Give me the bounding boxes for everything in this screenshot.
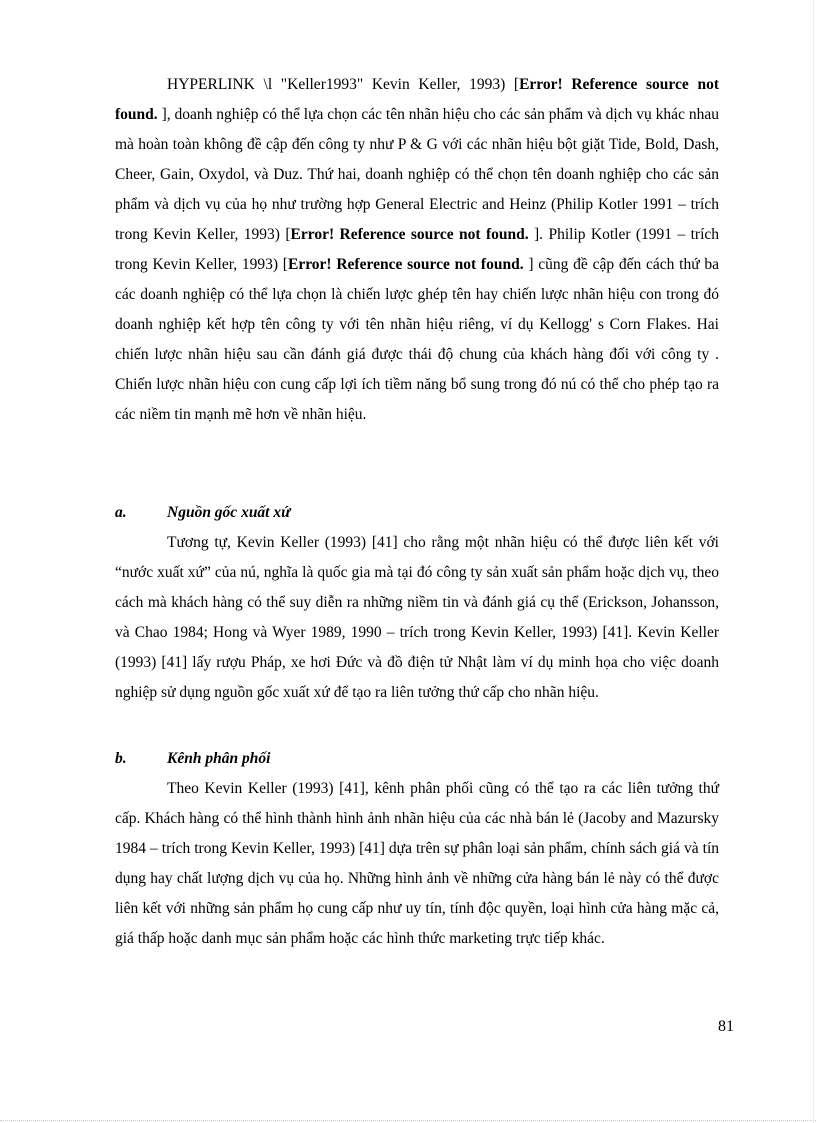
paragraph-1 — [115, 70, 719, 430]
reference-error-2: Error! Reference source not found. — [290, 226, 529, 243]
section-a-heading — [115, 498, 719, 528]
section-a-title: Nguồn gốc xuất xứ — [167, 504, 291, 521]
reference-error-3: Error! Reference source not found. — [287, 256, 524, 273]
page-number: 81 — [718, 1018, 734, 1035]
section-a-paragraph: Tương tự, Kevin Keller (1993) [41] cho rằng một nhãn hiệu có thể được liên kết với “nước xuất xứ” của nú, nghĩa là quốc gia mà tại đó công ty sản xuất sản phẩm hoặc dịch vụ, theo cách mà khách hàng có thể suy diễn ra những niềm tin và đánh giá cụ thể (Erickson, Johansson, và Chao 1984; Hong và Wyer 1989, 1990 – trích trong Kevin Keller, 1993) [41]. Kevin Keller (1993) [41] lấy rượu Pháp, xe hơi Đức và đồ điện tử Nhật làm ví dụ minh họa cho việc doanh nghiệp sử dụng nguồn gốc xuất xứ để tạo ra liên tưởng thứ cấp cho nhãn hiệu. — [115, 534, 719, 701]
page-bottom-border — [0, 1120, 816, 1121]
section-a-letter: a. — [115, 504, 127, 521]
paragraph-1-text-3: ]. Philip Kotler (1991 – trích trong Kevin Keller, 1993) [ — [115, 226, 719, 273]
paragraph-1-text-4: ] cũng đề cập đến cách thứ ba các doanh nghiệp có thể lựa chọn là chiến lược ghép tên hay chiến lược nhãn hiệu con trong đó doanh nghiệp kết hợp tên công ty với tên nhãn hiệu riêng, ví dụ Kellogg' s Corn Flakes. Hai chiến lược nhãn hiệu sau cần đánh giá được thái độ chung của khách hàng đối với công ty . Chiến lược nhãn hiệu con cung cấp lợi ích tiềm năng bổ sung trong đó nú có thể cho phép tạo ra các niềm tin mạnh mẽ hơn về nhãn hiệu. — [115, 256, 719, 423]
paragraph-1-text-1: HYPERLINK \l "Keller1993" Kevin Keller, 1993) [ — [167, 76, 520, 93]
section-b-paragraph: Theo Kevin Keller (1993) [41], kênh phân phối cũng có thể tạo ra các liên tưởng thứ cấp. Khách hàng có thể hình thành hình ảnh nhãn hiệu của các nhà bán lẻ (Jacoby and Mazursky 1984 – trích trong Kevin Keller, 1993) [41] dựa trên sự phân loại sản phẩm, chính sách giá và tín dụng hay chất lượng dịch vụ của họ. Những hình ảnh về những cửa hàng bán lẻ này có thể được liên kết với những sản phẩm họ cung cấp như uy tín, tính độc quyền, loại hình cửa hàng mặc cả, giá thấp hoặc danh mục sản phẩm hoặc các hình thức marketing trực tiếp khác. — [115, 780, 719, 947]
section-b-letter: b. — [115, 750, 127, 767]
page-right-border — [813, 0, 814, 1123]
section-b-title: Kênh phân phối — [167, 750, 271, 767]
section-b-heading — [115, 744, 719, 774]
paragraph-1-text-2: ], doanh nghiệp có thể lựa chọn các tên nhãn hiệu cho các sản phẩm và dịch vụ khác nhau mà hoàn toàn không đề cập đến công ty như P & G với các nhãn hiệu bột giặt Tide, Bold, Dash, Cheer, Gain, Oxydol, và Duz. Thứ hai, doanh nghiệp có thể chọn tên doanh nghiệp cho các sản phẩm và dịch vụ của họ như trường hợp General Electric and Heinz (Philip Kotler 1991 – trích trong Kevin Keller, 1993) [ — [115, 106, 719, 243]
reference-error-1: Error! Reference source not found. — [115, 76, 719, 123]
